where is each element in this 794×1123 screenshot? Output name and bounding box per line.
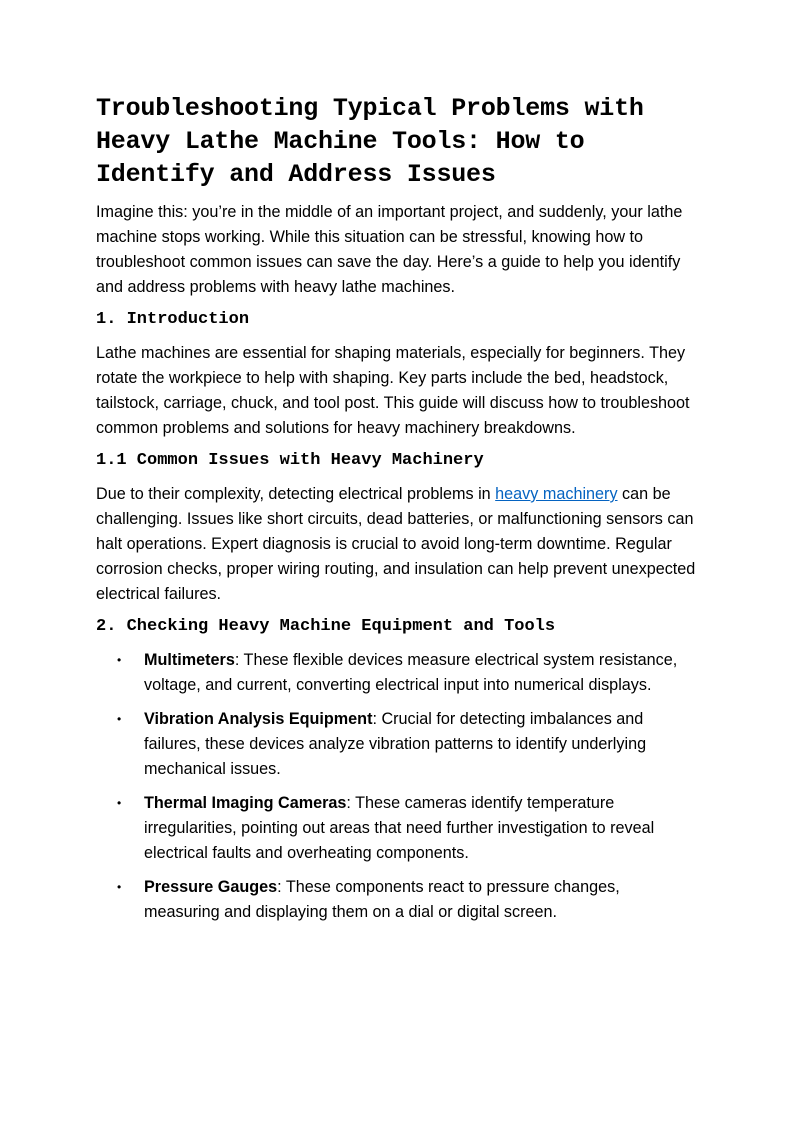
intro-paragraph: Imagine this: you’re in the middle of an important project, and suddenly, your lathe machine stops working. While this situation can be stressful, knowing how to troubleshoot common issues can save the day. Here’s a guide to help you identify and address problems with heavy lathe machines. [96, 203, 683, 296]
list-item-text: : Crucial for detecting imbalances and failures, these devices analyze vibration patterns to identify underlying mechanical issues. [144, 710, 647, 778]
list-item-term: Multimeters [144, 651, 235, 669]
list-item [96, 875, 696, 925]
list-item [96, 707, 696, 782]
page-title: Troubleshooting Typical Problems with Heavy Lathe Machine Tools: How to Identify and Address Issues [96, 94, 644, 189]
bullet-icon: • [117, 653, 122, 667]
section-1-heading: 1. Introduction [96, 310, 250, 329]
list-item-term: Thermal Imaging Cameras [144, 794, 347, 812]
section-1-1-text-before: Due to their complexity, detecting electrical problems in [96, 485, 496, 503]
section-1-1-text-after: can be challenging. Issues like short circuits, dead batteries, or malfunctioning sensors can halt operations. Expert diagnosis is crucial to avoid long-term downtime. Regular corrosion checks, proper wiring routing, and insulation can help prevent unexpected electrical failures. [96, 485, 696, 603]
heavy-machinery-link[interactable]: heavy machinery [495, 485, 618, 503]
section-1-1-heading: 1.1 Common Issues with Heavy Machinery [96, 451, 484, 470]
bullet-icon: • [117, 712, 122, 726]
section-1-1-paragraph [96, 482, 696, 607]
list-item-text: : These flexible devices measure electrical system resistance, voltage, and current, converting electrical input into numerical displays. [144, 651, 678, 694]
list-item-text: : These components react to pressure changes, measuring and displaying them on a dial or digital screen. [144, 878, 620, 921]
bullet-icon: • [117, 796, 122, 810]
list-item-term: Vibration Analysis Equipment [144, 710, 373, 728]
section-2-heading: 2. Checking Heavy Machine Equipment and Tools [96, 617, 556, 636]
section-1-paragraph: Lathe machines are essential for shaping materials, especially for beginners. They rotate the workpiece to help with shaping. Key parts include the bed, headstock, tailstock, carriage, chuck, and tool post. This guide will discuss how to troubleshoot common problems and solutions for heavy machinery breakdowns. [96, 344, 690, 437]
equipment-list [96, 648, 696, 925]
document-page [96, 92, 696, 934]
bullet-icon: • [117, 880, 122, 894]
list-item-term: Pressure Gauges [144, 878, 278, 896]
list-item [96, 648, 696, 698]
list-item [96, 791, 696, 866]
list-item-text: : These cameras identify temperature irregularities, pointing out areas that need further investigation to reveal electrical faults and overheating components. [144, 794, 655, 862]
